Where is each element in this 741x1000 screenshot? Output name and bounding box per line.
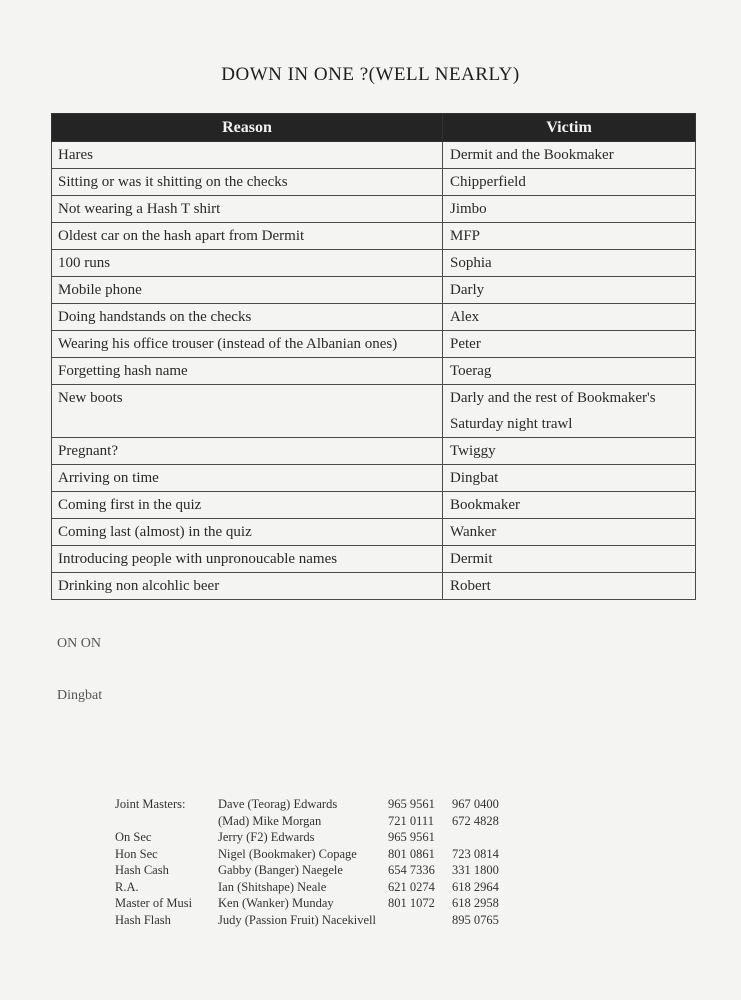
table-row (52, 250, 696, 277)
victim-cell: Peter (443, 331, 696, 358)
victim-cell: Toerag (443, 358, 696, 385)
reason-cell: Oldest car on the hash apart from Dermit (52, 223, 443, 250)
victim-cell: MFP (443, 223, 696, 250)
victim-cell: Twiggy (443, 438, 696, 465)
table-row (52, 358, 696, 385)
officer-role: On Sec (115, 830, 152, 844)
reason-cell: Wearing his office trouser (instead of the Albanian ones) (52, 331, 443, 358)
reason-cell: Doing handstands on the checks (52, 304, 443, 331)
officer-phone: 965 9561 (388, 797, 435, 811)
officer-phone: 801 1072 (388, 896, 435, 910)
victim-cell: Darly (443, 277, 696, 304)
table-row (52, 519, 696, 546)
officer-role: Hon Sec (115, 846, 158, 861)
victim-cell: Robert (443, 573, 696, 600)
table-row (52, 438, 696, 465)
officer-phone-alt: 723 0814 (452, 846, 499, 861)
victim-line: Saturday night trawl (450, 416, 573, 432)
victim-cell: Chipperfield (443, 169, 696, 196)
officer-role: Hash Flash (115, 912, 171, 927)
page-title: DOWN IN ONE ?(WELL NEARLY) (221, 64, 520, 85)
victim-column-header: Victim (443, 114, 696, 142)
officer-name: Judy (Passion Fruit) Nacekivell (218, 912, 376, 927)
reason-cell: Introducing people with unpronoucable names (52, 546, 443, 573)
table-row (52, 546, 696, 573)
reason-cell: 100 runs (52, 250, 443, 277)
victim-line: Darly and the rest of Bookmaker's (450, 390, 656, 406)
officer-phone-alt: 618 2958 (452, 896, 499, 910)
table-row (52, 196, 696, 223)
reason-cell: New boots (52, 385, 443, 438)
table-row (52, 573, 696, 600)
table-row (52, 169, 696, 196)
reason-column-header: Reason (52, 114, 443, 142)
officer-name: Ian (Shitshape) Neale (218, 879, 327, 894)
officer-phone: 654 7336 (388, 863, 435, 877)
victim-cell: Sophia (443, 250, 696, 277)
officer-name: Jerry (F2) Edwards (218, 830, 315, 844)
officer-phone: 721 0111 (388, 813, 434, 828)
officer-role: R.A. (115, 879, 139, 894)
on-on-greeting: ON ON (57, 636, 101, 651)
officer-phone-alt: 618 2964 (452, 879, 499, 894)
author-signature: Dingbat (57, 688, 103, 703)
awards-table (51, 113, 696, 600)
officer-role: Master of Musi (115, 896, 193, 910)
table-row (52, 331, 696, 358)
victim-cell: Jimbo (443, 196, 696, 223)
reason-cell: Drinking non alcohlic beer (52, 573, 443, 600)
victim-cell: Dermit (443, 546, 696, 573)
table-row (52, 304, 696, 331)
officer-role: Joint Masters: (115, 797, 186, 811)
victim-cell: Alex (443, 304, 696, 331)
table-row (52, 142, 696, 169)
victim-cell (443, 385, 696, 438)
reason-cell: Not wearing a Hash T shirt (52, 196, 443, 223)
officer-name: Gabby (Banger) Naegele (218, 863, 343, 877)
victim-cell: Dermit and the Bookmaker (443, 142, 696, 169)
officer-name: (Mad) Mike Morgan (218, 813, 322, 828)
reason-cell: Pregnant? (52, 438, 443, 465)
reason-cell: Arriving on time (52, 465, 443, 492)
officer-phone: 621 0274 (388, 879, 435, 894)
officer-name: Nigel (Bookmaker) Copage (218, 846, 357, 861)
table-row (52, 385, 696, 438)
reason-cell: Mobile phone (52, 277, 443, 304)
officer-phone-alt: 967 0400 (452, 797, 499, 811)
officer-phone-alt: 672 4828 (452, 813, 499, 828)
victim-cell: Bookmaker (443, 492, 696, 519)
officer-phone: 965 9561 (388, 830, 435, 844)
reason-cell: Coming first in the quiz (52, 492, 443, 519)
reason-cell: Sitting or was it shitting on the checks (52, 169, 443, 196)
officer-phone: 801 0861 (388, 846, 435, 861)
victim-cell: Wanker (443, 519, 696, 546)
officer-phone-alt: 331 1800 (452, 863, 499, 877)
table-row (52, 223, 696, 250)
table-header-row (52, 114, 696, 142)
table-row (52, 277, 696, 304)
officer-name: Ken (Wanker) Munday (218, 896, 334, 910)
victim-cell: Dingbat (443, 465, 696, 492)
table-row (52, 492, 696, 519)
reason-cell: Hares (52, 142, 443, 169)
reason-cell: Coming last (almost) in the quiz (52, 519, 443, 546)
reason-cell: Forgetting hash name (52, 358, 443, 385)
officer-phone-alt: 895 0765 (452, 912, 499, 927)
table-row (52, 465, 696, 492)
officer-role: Hash Cash (115, 863, 169, 877)
officer-name: Dave (Teorag) Edwards (218, 797, 338, 811)
